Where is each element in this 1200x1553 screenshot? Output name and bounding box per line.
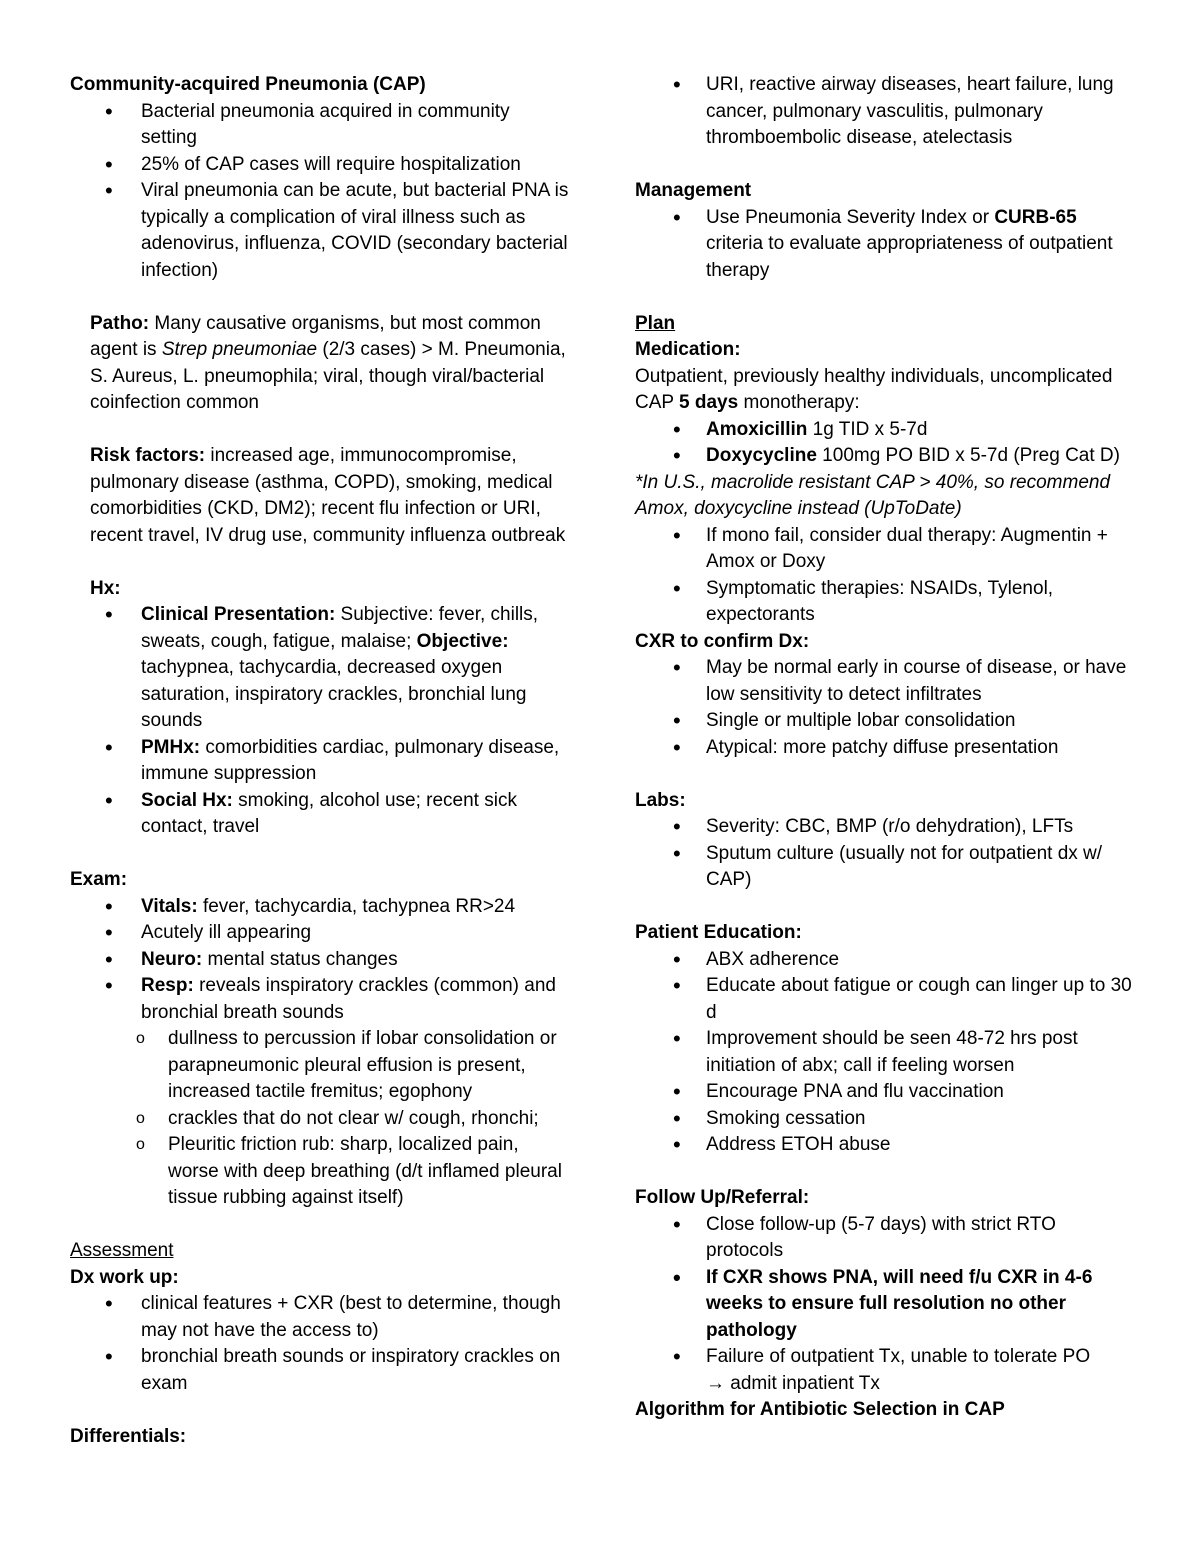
- cxr-heading: CXR to confirm Dx:: [635, 630, 810, 652]
- list-item: • If mono fail, consider dual therapy: Augmentin + Amox or Doxy: [635, 523, 1135, 576]
- list-item: • clinical features + CXR (best to determine, though may not have the access to): [70, 1291, 570, 1344]
- right-column: [635, 72, 1135, 1424]
- list-item: • Smoking cessation: [635, 1106, 1135, 1133]
- sub-list-item: o dullness to percussion if lobar consolidation or parapneumonic pleural effusion is present, increased tactile fremitus; egophony: [70, 1026, 570, 1106]
- left-column: [70, 72, 570, 1450]
- sub-list-item: o Pleuritic friction rub: sharp, localized pain, worse with deep breathing (d/t inflamed pleural tissue rubbing against itself): [70, 1132, 570, 1212]
- list-item: • Symptomatic therapies: NSAIDs, Tylenol, expectorants: [635, 576, 1135, 629]
- list-item: • 25% of CAP cases will require hospitalization: [70, 152, 570, 179]
- list-item: • Use Pneumonia Severity Index or CURB-65 criteria to evaluate appropriateness of outpatient therapy: [635, 205, 1135, 285]
- differentials-list: [635, 72, 1135, 152]
- intro-list: [70, 99, 570, 285]
- list-item: • Vitals: fever, tachycardia, tachypnea RR>24: [70, 894, 570, 921]
- medication-intro: Outpatient, previously healthy individuals, uncomplicated CAP 5 days monotherapy:: [635, 365, 1113, 413]
- patho-label: Patho:: [90, 312, 150, 334]
- list-item: • Resp: reveals inspiratory crackles (common) and bronchial breath sounds: [70, 973, 570, 1026]
- assessment-heading: Assessment: [70, 1240, 174, 1261]
- exam-list: [70, 894, 570, 1212]
- list-item: • Clinical Presentation: Subjective: fever, chills, sweats, cough, fatigue, malaise; Objective: tachypnea, tachycardia, decreased oxygen saturation, inspiratory crackles, bronchial lung sounds: [70, 602, 570, 735]
- hx-list: [70, 602, 570, 841]
- list-item: • May be normal early in course of disease, or have low sensitivity to detect infiltrates: [635, 655, 1135, 708]
- sub-list-item: o crackles that do not clear w/ cough, rhonchi;: [70, 1106, 570, 1133]
- macrolide-note: *In U.S., macrolide resistant CAP > 40%, so recommend Amox, doxycycline instead (UpToDate): [635, 471, 1111, 519]
- patho-paragraph: Patho: Many causative organisms, but most common agent is Strep pneumoniae (2/3 cases) > M. Pneumonia, S. Aureus, L. pneumophila; viral, though viral/bacterial coinfection common: [90, 312, 566, 413]
- list-item: • Sputum culture (usually not for outpatient dx w/ CAP): [635, 841, 1135, 894]
- list-item: • URI, reactive airway diseases, heart failure, lung cancer, pulmonary vasculitis, pulmonary thromboembolic disease, atelectasis: [635, 72, 1135, 152]
- list-item: • bronchial breath sounds or inspiratory crackles on exam: [70, 1344, 570, 1397]
- list-item: • Encourage PNA and flu vaccination: [635, 1079, 1135, 1106]
- risk-label: Risk factors:: [90, 445, 206, 466]
- list-item: • Atypical: more patchy diffuse presentation: [635, 735, 1135, 762]
- management-list: [635, 205, 1135, 285]
- list-item: • PMHx: comorbidities cardiac, pulmonary disease, immune suppression: [70, 735, 570, 788]
- list-item: • Neuro: mental status changes: [70, 947, 570, 974]
- dx-list: [70, 1291, 570, 1397]
- drug-list: [635, 417, 1135, 470]
- therapy-list: [635, 523, 1135, 629]
- list-item: • Doxycycline 100mg PO BID x 5-7d (Preg Cat D): [635, 443, 1135, 470]
- labs-list: [635, 814, 1135, 894]
- management-heading: Management: [635, 180, 752, 201]
- labs-heading: Labs:: [635, 789, 686, 811]
- followup-list: [635, 1212, 1135, 1398]
- list-item: • Single or multiple lobar consolidation: [635, 708, 1135, 735]
- list-item: • Bacterial pneumonia acquired in community setting: [70, 99, 570, 152]
- list-item: • Severity: CBC, BMP (r/o dehydration), LFTs: [635, 814, 1135, 841]
- list-item: • If CXR shows PNA, will need f/u CXR in 4-6 weeks to ensure full resolution no other pathology: [635, 1265, 1135, 1345]
- medication-heading: Medication:: [635, 339, 741, 360]
- list-item: • Close follow-up (5-7 days) with strict RTO protocols: [635, 1212, 1135, 1265]
- list-item: • ABX adherence: [635, 947, 1135, 974]
- list-item: • Educate about fatigue or cough can linger up to 30 d: [635, 973, 1135, 1026]
- list-item: • Improvement should be seen 48-72 hrs post initiation of abx; call if feeling worsen: [635, 1026, 1135, 1079]
- dx-workup-heading: Dx work up:: [70, 1266, 179, 1288]
- followup-heading: Follow Up/Referral:: [635, 1187, 810, 1208]
- hx-heading: Hx:: [90, 577, 121, 599]
- list-item: • Viral pneumonia can be acute, but bacterial PNA is typically a complication of viral illness such as adenovirus, influenza, COVID (secondary bacterial infection): [70, 178, 570, 284]
- risk-factors-paragraph: Risk factors: increased age, immunocompromise, pulmonary disease (asthma, COPD), smoking, medical comorbidities (CKD, DM2); recent flu infection or URI, recent travel, IV drug use, community influenza outbreak: [90, 445, 566, 546]
- education-list: [635, 947, 1135, 1159]
- education-heading: Patient Education:: [635, 922, 802, 943]
- list-item: • Failure of outpatient Tx, unable to tolerate PO → admit inpatient Tx: [635, 1344, 1135, 1397]
- cxr-list: [635, 655, 1135, 761]
- exam-heading: Exam:: [70, 869, 128, 890]
- list-item: • Amoxicillin 1g TID x 5-7d: [635, 417, 1135, 444]
- plan-heading: Plan: [635, 312, 676, 334]
- list-item: • Social Hx: smoking, alcohol use; recent sick contact, travel: [70, 788, 570, 841]
- differentials-heading: Differentials:: [70, 1425, 187, 1447]
- list-item: • Address ETOH abuse: [635, 1132, 1135, 1159]
- list-item: • Acutely ill appearing: [70, 920, 570, 947]
- algorithm-heading: Algorithm for Antibiotic Selection in CAP: [635, 1399, 1005, 1420]
- document-title: Community-acquired Pneumonia (CAP): [70, 74, 426, 95]
